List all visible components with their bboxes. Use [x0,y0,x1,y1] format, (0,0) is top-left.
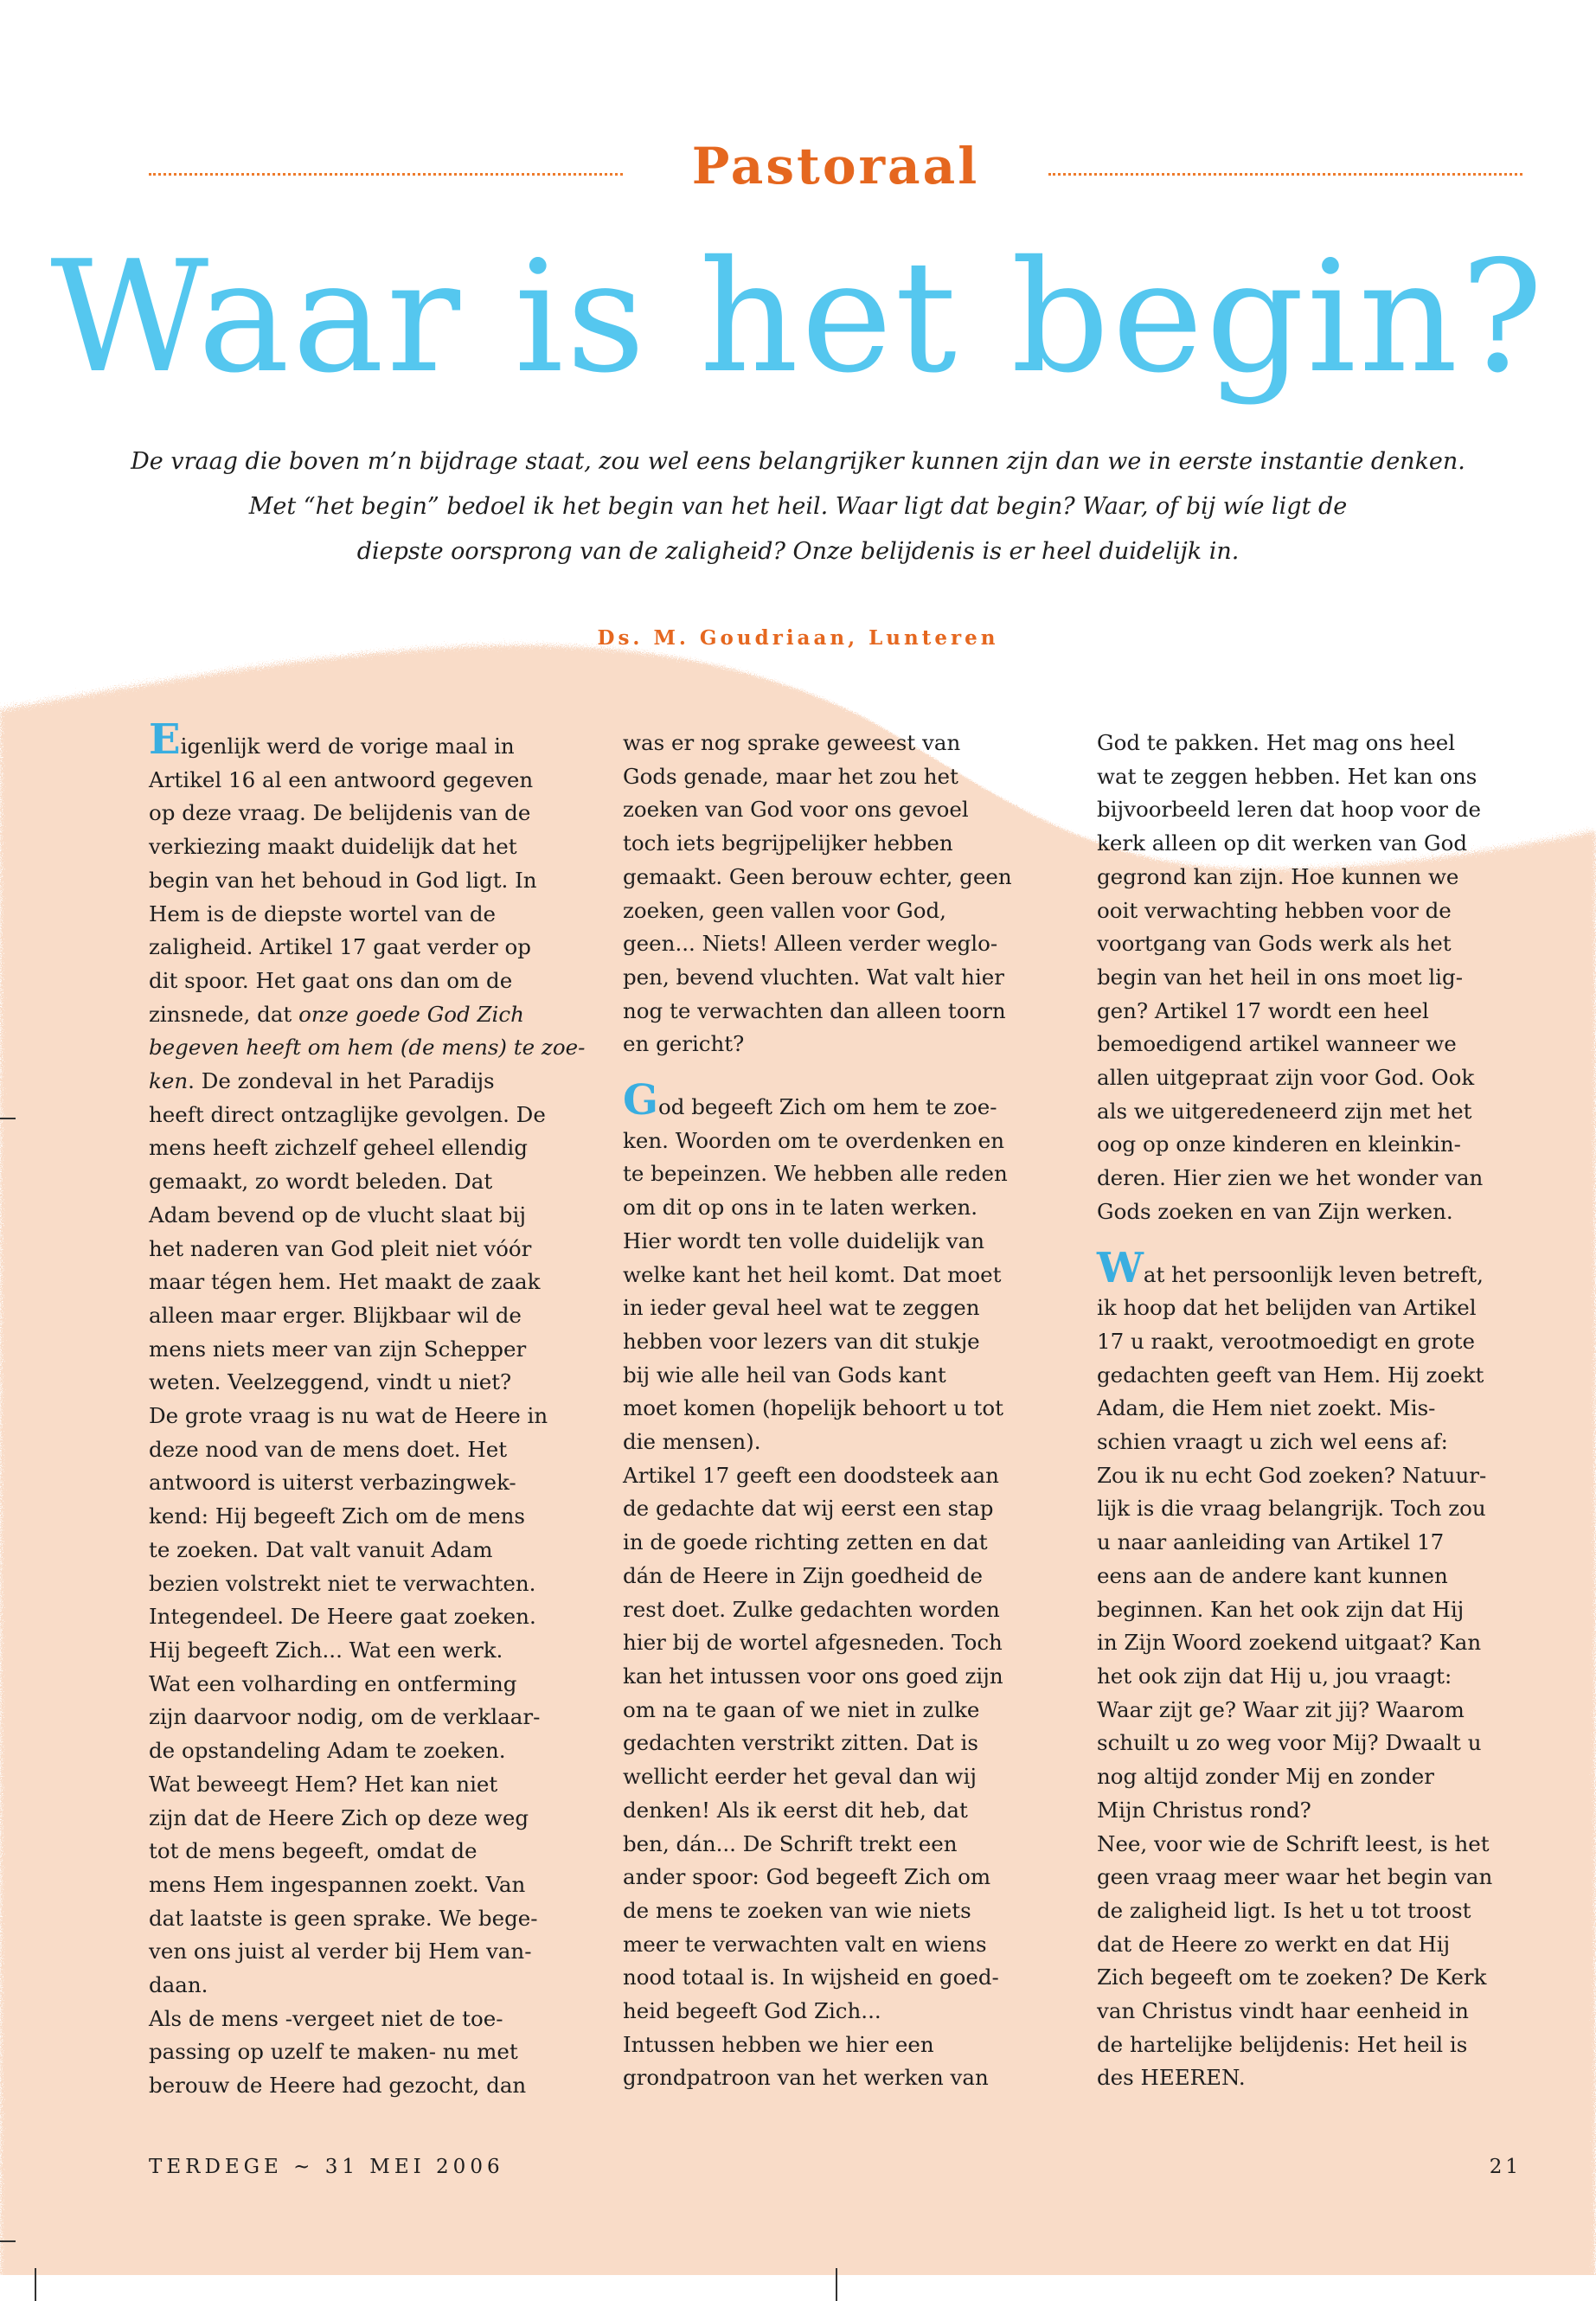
text-line: in ieder geval heel wat te zeggen [623,1295,980,1321]
text-line: grondpatroon van het werken van [623,2065,989,2091]
text-line: deze nood van de mens doet. Het [149,1436,508,1462]
text-line: pen, bevend vluchten. Wat valt hier [623,964,1004,990]
crop-mark [0,2240,16,2242]
text-line: Nee, voor wie de Schrift leest, is het [1097,1830,1490,1856]
text-line: maar tégen hem. Het maakt de zaak [149,1269,541,1295]
text-line: God te pakken. Het mag ons heel [1097,730,1456,755]
text-line: om na te gaan of we niet in zulke [623,1696,980,1722]
text-line: De grote vraag is nu wat de Heere in [149,1403,548,1429]
text-line: ken. Woorden om te overdenken en [623,1127,1005,1153]
text-line: bij wie alle heil van Gods kant [623,1362,946,1388]
text-line: bezien volstrekt niet te verwachten. [149,1570,536,1596]
text-line: als we uitgeredeneerd zijn met het [1097,1098,1472,1124]
text-line: Artikel 17 geeft een doodsteek aan [623,1462,999,1488]
text-line: daan. [149,1972,208,1998]
text-line: schuilt u zo weg voor Mij? Dwaalt u [1097,1730,1482,1756]
text-line: begin van het behoud in God ligt. In [149,867,537,893]
text-line: Hem is de diepste wortel van de [149,901,497,926]
text-line: meer te verwachten valt en wiens [623,1931,987,1957]
text-line: des HEEREN. [1097,2065,1246,2091]
crop-mark [35,2268,36,2301]
text-line: de mens te zoeken van wie niets [623,1897,971,1923]
text-line: ben, dán... De Schrift trekt een [623,1830,958,1856]
text-line: eens aan de andere kant kunnen [1097,1562,1448,1588]
text-line: schien vraagt u zich wel eens af: [1097,1429,1448,1455]
intro-line: diepste oorsprong van de zaligheid? Onze belijdenis is er heel duidelijk in. [356,538,1240,565]
text-line: antwoord is uiterst verbazingwek- [149,1470,516,1496]
text-line: kend: Hij begeeft Zich om de mens [149,1503,525,1529]
text-line [149,1031,590,1065]
text-line: Gods zoeken en van Zijn werken. [1097,1198,1453,1224]
text-line: moet komen (hopelijk behoort u tot [623,1395,1003,1421]
text-line: te zoeken. Dat valt vanuit Adam [149,1536,493,1562]
article-column-2 [623,727,1064,2095]
text-line: nog altijd zonder Mij en zonder [1097,1764,1435,1790]
crop-mark [0,1118,16,1119]
text-line: gedachten geeft van Hem. Hij zoekt [1097,1362,1484,1388]
text-line: geen... Niets! Alleen verder weglo- [623,931,998,957]
text-line: Waar zijt ge? Waar zit jij? Waarom [1097,1696,1465,1722]
text-line: dit spoor. Het gaat ons dan om de [149,967,513,993]
text-line: mens heeft zichzelf geheel ellendig [149,1135,528,1161]
text-line: alleen maar erger. Blijkbaar wil de [149,1302,522,1328]
text-line: om dit op ons in te laten werken. [623,1195,978,1221]
text-line: nog te verwachten dan alleen toorn [623,997,1006,1023]
author-byline: Ds. M. Goudriaan, Lunteren [597,626,999,650]
text-line: bijvoorbeeld leren dat hoop voor de [1097,797,1481,823]
quote-italic: begeven heeft om hem (de mens) te zoe- [149,1035,586,1061]
text-line: hebben voor lezers van dit stukje [623,1328,980,1354]
text-line: zijn dat de Heere Zich op deze weg [149,1804,529,1830]
text-line: gedachten verstrikt zitten. Dat is [623,1730,978,1756]
text-line: mens niets meer van zijn Schepper [149,1336,527,1362]
text-line: ik hoop dat het belijden van Artikel [1097,1295,1477,1321]
text-line: Eigenlijk werd de vorige maal in [149,715,515,764]
article-column-3 [1097,727,1538,2095]
quote-italic: ken [149,1068,189,1094]
text-line: op deze vraag. De belijdenis van de [149,800,531,826]
text-line: zoeken van God voor ons gevoel [623,797,969,823]
text-line: heid begeeft God Zich... [623,1998,881,2024]
text-line: weten. Veelzeggend, vindt u niet? [149,1369,512,1395]
text-line: het ook zijn dat Hij u, jou vraagt: [1097,1663,1452,1689]
text-line: hier bij de wortel afgesneden. Toch [623,1630,1003,1656]
page-title: Waar is het begin? [50,228,1546,407]
section-label: Pastoraal [691,137,980,195]
text-line: die mensen). [623,1429,761,1455]
text-line: en gericht? [623,1031,745,1057]
page-number: 21 [1489,2156,1522,2178]
section-rule-left [149,173,623,176]
text-line: was er nog sprake geweest van [623,730,961,755]
text-line: passing op uzelf te maken- nu met [149,2039,518,2065]
text-line: toch iets begrijpelijker hebben [623,830,953,856]
text-line: dat de Heere zo werkt en dat Hij [1097,1931,1451,1957]
text-line: Zou ik nu echt God zoeken? Natuur- [1097,1462,1487,1488]
text-line: in Zijn Woord zoekend uitgaat? Kan [1097,1630,1482,1656]
text-line: Wat het persoonlijk leven betreft, [1097,1243,1484,1292]
text-line: de hartelijke belijdenis: Het heil is [1097,2031,1468,2057]
text-line: Mijn Christus rond? [1097,1797,1311,1823]
section-rule-right [1048,173,1522,176]
text-line: wellicht eerder het geval dan wij [623,1764,977,1790]
text-line: van Christus vindt haar eenheid in [1097,1998,1469,2024]
text-line: ander spoor: God begeeft Zich om [623,1864,991,1890]
drop-cap: E [149,715,181,764]
intro-line: Met “het begin” bedoel ik het begin van het heil. Waar ligt dat begin? Waar, of bij wíe ligt de [248,493,1348,520]
text-line: wat te zeggen hebben. Het kan ons [1097,763,1477,789]
text-line: mens Hem ingespannen zoekt. Van [149,1871,526,1897]
text-line: gemaakt, zo wordt beleden. Dat [149,1169,493,1195]
intro-line: De vraag die boven m’n bijdrage staat, zou wel eens belangrijker kunnen zijn dan we in eerste instantie denken. [131,448,1465,475]
text-line: oog op onze kinderen en kleinkin- [1097,1131,1461,1157]
text-line: denken! Als ik eerst dit heb, dat [623,1797,968,1823]
text-line: te bepeinzen. We hebben alle reden [623,1161,1008,1187]
text-line: nood totaal is. In wijsheid en goed- [623,1965,999,1990]
text-line: Hij begeeft Zich... Wat een werk. [149,1637,503,1663]
text-line: Gods genade, maar het zou het [623,763,958,789]
crop-mark [836,2268,837,2301]
text-line: deren. Hier zien we het wonder van [1097,1165,1484,1191]
publication-footer: TERDEGE ~ 31 MEI 2006 [149,2156,504,2178]
text-line: de opstandeling Adam te zoeken. [149,1738,506,1764]
text-line: gegrond kan zijn. Hoe kunnen we [1097,863,1459,889]
text-line: zijn daarvoor nodig, om de verklaar- [149,1704,541,1730]
text-line: kerk alleen op dit werken van God [1097,830,1468,856]
text-line: tot de mens begeeft, omdat de [149,1838,478,1864]
text-line: God begeeft Zich om hem te zoe- [623,1076,997,1125]
text-line: in de goede richting zetten en dat [623,1529,988,1555]
text-line: dán de Heere in Zijn goedheid de [623,1562,983,1588]
text-line: begin van het heil in ons moet lig- [1097,964,1463,990]
article-column-1 [149,715,590,2103]
text-line: Intussen hebben we hier een [623,2031,934,2057]
text-line: u naar aanleiding van Artikel 17 [1097,1529,1445,1555]
text-line: ooit verwachting hebben voor de [1097,897,1452,923]
text-line: ken. De zondeval in het Paradijs [149,1068,495,1094]
text-line: allen uitgepraat zijn voor God. Ook [1097,1065,1475,1091]
quote-italic: onze goede God Zich [298,1001,524,1027]
drop-cap: W [1097,1243,1144,1292]
text-line: lijk is die vraag belangrijk. Toch zou [1097,1496,1486,1522]
text-line: gemaakt. Geen berouw echter, geen [623,863,1012,889]
text-line: gen? Artikel 17 wordt een heel [1097,997,1429,1023]
text-line: zoeken, geen vallen voor God, [623,897,946,923]
text-line: 17 u raakt, verootmoedigt en grote [1097,1328,1475,1354]
text-line: welke kant het heil komt. Dat moet [623,1261,1002,1287]
text-line: bemoedigend artikel wanneer we [1097,1031,1457,1057]
text-line: Integendeel. De Heere gaat zoeken. [149,1604,536,1630]
text-line: Adam bevend op de vlucht slaat bij [149,1202,526,1227]
drop-cap: G [623,1076,658,1125]
text-line: zinsnede, dat onze goede God Zich [149,1001,524,1027]
text-line: Zich begeeft om te zoeken? De Kerk [1097,1965,1487,1990]
text-line: verkiezing maakt duidelijk dat het [149,834,517,860]
text-line: Als de mens -vergeet niet de toe- [149,2005,503,2031]
text-line: Hier wordt ten volle duidelijk van [623,1227,985,1253]
text-line: beginnen. Kan het ook zijn dat Hij [1097,1596,1465,1622]
text-line: rest doet. Zulke gedachten worden [623,1596,1000,1622]
text-line: Artikel 16 al een antwoord gegeven [149,766,534,792]
text-line: ven ons juist al verder bij Hem van- [149,1939,532,1965]
text-line: heeft direct ontzaglijke gevolgen. De [149,1101,546,1127]
text-line: Adam, die Hem niet zoekt. Mis- [1097,1395,1436,1421]
text-line: Wat beweegt Hem? Het kan niet [149,1771,498,1797]
text-line: voortgang van Gods werk als het [1097,931,1452,957]
text-line: berouw de Heere had gezocht, dan [149,2073,527,2099]
text-line: zaligheid. Artikel 17 gaat verder op [149,934,531,960]
text-line: kan het intussen voor ons goed zijn [623,1663,1003,1689]
intro-paragraph [130,439,1466,574]
text-line: de zaligheid ligt. Is het u tot troost [1097,1897,1471,1923]
text-line: de gedachte dat wij eerst een stap [623,1496,994,1522]
text-line: het naderen van God pleit niet vóór [149,1235,532,1261]
text-line: Wat een volharding en ontferming [149,1670,517,1696]
text-line: dat laatste is geen sprake. We bege- [149,1905,538,1931]
text-line: geen vraag meer waar het begin van [1097,1864,1493,1890]
